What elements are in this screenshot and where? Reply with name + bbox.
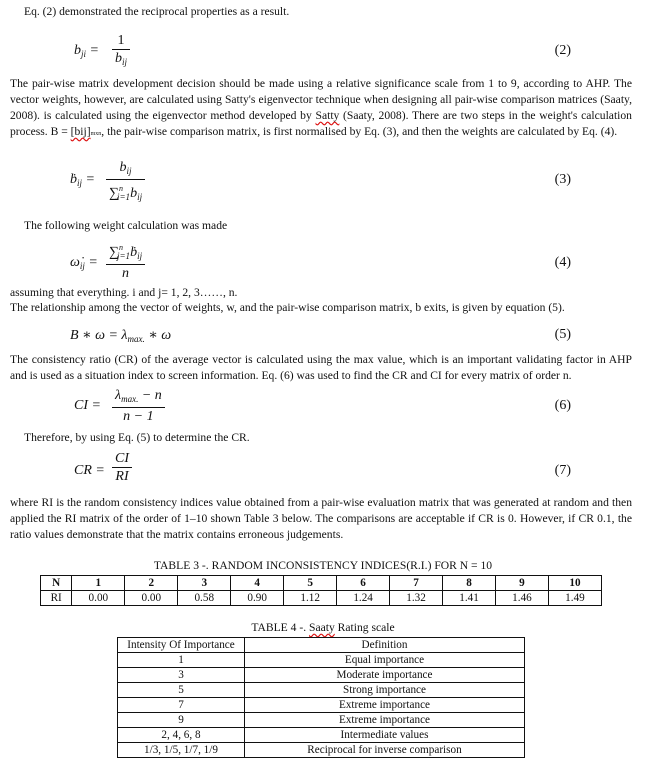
table-cell: 7 (118, 698, 245, 713)
table-cell: Intensity Of Importance (118, 638, 245, 653)
table-3 (40, 575, 602, 606)
equation-3-lhs: ḃ$_{ij}$ = (70, 172, 95, 188)
table-cell: 1.46 (495, 591, 548, 606)
therefore-paragraph: Therefore, by using Eq. (5) to determine the CR. (24, 431, 250, 444)
flagged-word: [bij] (70, 125, 91, 138)
assuming-paragraph: assuming that everything. i and j= 1, 2, 3……, n. (10, 286, 238, 299)
equation-5-body: B ∗ $\omega = \lambda_{max.}$ ∗ ω (70, 328, 172, 344)
equation-6 (0, 388, 646, 428)
table-cell: 9 (495, 576, 548, 591)
table-row (118, 728, 525, 743)
table-4-caption: TABLE 4 -. Saaty Rating scale (251, 621, 395, 634)
flagged-word: Satty (315, 109, 340, 122)
table-cell: 0.58 (178, 591, 231, 606)
table-cell: Definition (245, 638, 525, 653)
table-cell: 10 (548, 576, 601, 591)
relationship-paragraph: The relationship among the vector of weights, w, and the pair-wise comparison matrix, b exits, is given by equation (5). (10, 301, 565, 314)
equation-4-lhs: $\omegȧ_{ij}$ = (70, 255, 98, 271)
equation-4-fraction: ∑$^n_{j=1}$ḃ$_{ij}$ n (106, 240, 145, 282)
table-4-header-row (118, 638, 525, 653)
equation-7-number: (7) (554, 463, 571, 478)
equation-7 (0, 451, 646, 491)
table-4 (117, 637, 525, 758)
table-row (118, 668, 525, 683)
table-cell: 3 (118, 668, 245, 683)
table-cell: Moderate importance (245, 668, 525, 683)
table-cell: 2 (125, 576, 178, 591)
table-cell: Intermediate values (245, 728, 525, 743)
table-cell: 1 (118, 653, 245, 668)
table-3-header-row (41, 576, 602, 591)
equation-3-fraction: $b_{ij}$ $\sum^n_{i=1}b_{ij}$ (106, 160, 145, 206)
equation-5 (0, 325, 646, 347)
equation-2-fraction: 1 $b_{ij}$ (112, 33, 130, 71)
ri-paragraph: where RI is the random consistency indices value obtained from a pair-wise evaluation matrix that was generated at random and then applied the RI matrix of the order of 1–10 shown Table 3 below. The comparisons are acceptable if CR is 0. However, if CR 0.1, the ratio values demonstrate that the matrix contains erroneous judgements. (10, 496, 632, 541)
table-cell: 1 (72, 576, 125, 591)
table-cell: 7 (390, 576, 443, 591)
equation-3 (0, 160, 646, 200)
table-cell: 1.41 (443, 591, 496, 606)
equation-4-number: (4) (554, 255, 571, 270)
table-cell: 1.12 (284, 591, 337, 606)
table-row (118, 683, 525, 698)
table-cell: 1.24 (337, 591, 390, 606)
weight-calc-paragraph: The following weight calculation was made (24, 219, 228, 232)
table-cell: 4 (231, 576, 284, 591)
equation-2-lhs: $b_{ji}$ = (74, 43, 99, 59)
table-3-caption: TABLE 3 -. RANDOM INCONSISTENCY INDICES(R.I.) FOR N = 10 (153, 559, 493, 572)
table-cell: 8 (443, 576, 496, 591)
equation-3-number: (3) (554, 172, 571, 187)
table-cell: Extreme importance (245, 713, 525, 728)
table-cell: N (41, 576, 72, 591)
table-cell: Extreme importance (245, 698, 525, 713)
table-cell: Strong importance (245, 683, 525, 698)
table-cell: 1/3, 1/5, 1/7, 1/9 (118, 743, 245, 758)
table-cell: Reciprocal for inverse comparison (245, 743, 525, 758)
equation-2 (0, 33, 646, 73)
table-row (118, 743, 525, 758)
table-cell: Equal importance (245, 653, 525, 668)
flagged-word: Saaty (309, 621, 335, 634)
equation-2-number: (2) (554, 43, 571, 58)
equation-5-number: (5) (554, 327, 571, 342)
equation-6-number: (6) (554, 398, 571, 413)
table-row (118, 713, 525, 728)
equation-6-fraction: $\lambda_{max.} - n$ n − 1 (112, 388, 165, 425)
table-cell: 2, 4, 6, 8 (118, 728, 245, 743)
table-cell: 3 (178, 576, 231, 591)
equation-4 (0, 240, 646, 280)
equation-7-fraction: $\frac{CI}{RI}$ (112, 451, 132, 485)
consistency-paragraph: The consistency ratio (CR) of the average vector is calculated using the max value, which is an important validating factor in AHP and is used as a situation index to screen information. Eq. (6) was used to find the CR and CI for every matrix of order n. (10, 353, 632, 382)
equation-6-lhs: CI = (74, 398, 101, 413)
table-cell: 9 (118, 713, 245, 728)
table-cell: 0.00 (125, 591, 178, 606)
table-cell: 1.49 (548, 591, 601, 606)
table-cell: 1.32 (390, 591, 443, 606)
equation-7-lhs: CR = (74, 463, 105, 478)
table-cell: 0.00 (72, 591, 125, 606)
table-row (118, 653, 525, 668)
table-3-data-row (41, 591, 602, 606)
table-cell: 5 (284, 576, 337, 591)
table-cell: 0.90 (231, 591, 284, 606)
table-cell: 6 (337, 576, 390, 591)
intro-paragraph: Eq. (2) demonstrated the reciprocal properties as a result. (24, 5, 290, 18)
table-cell: 5 (118, 683, 245, 698)
table-cell: RI (41, 591, 72, 606)
pairwise-paragraph: The pair-wise matrix development decision should be made using a relative significance scale from 1 to 9, according to AHP. The vector weights, however, are calculated using Satty's eigenvector technique when designing all pair-wise comparison matrices (Saaty, 2008). is calculated using the eigenvector method developed by Satty (Saaty, 2008). There are two steps in the weight's calculation process. B = [bij]mxn, the pair-wise comparison matrix, is first normalised by Eq. (3), and then the weights are calculated by Eq. (4). (10, 77, 632, 138)
table-row (118, 698, 525, 713)
